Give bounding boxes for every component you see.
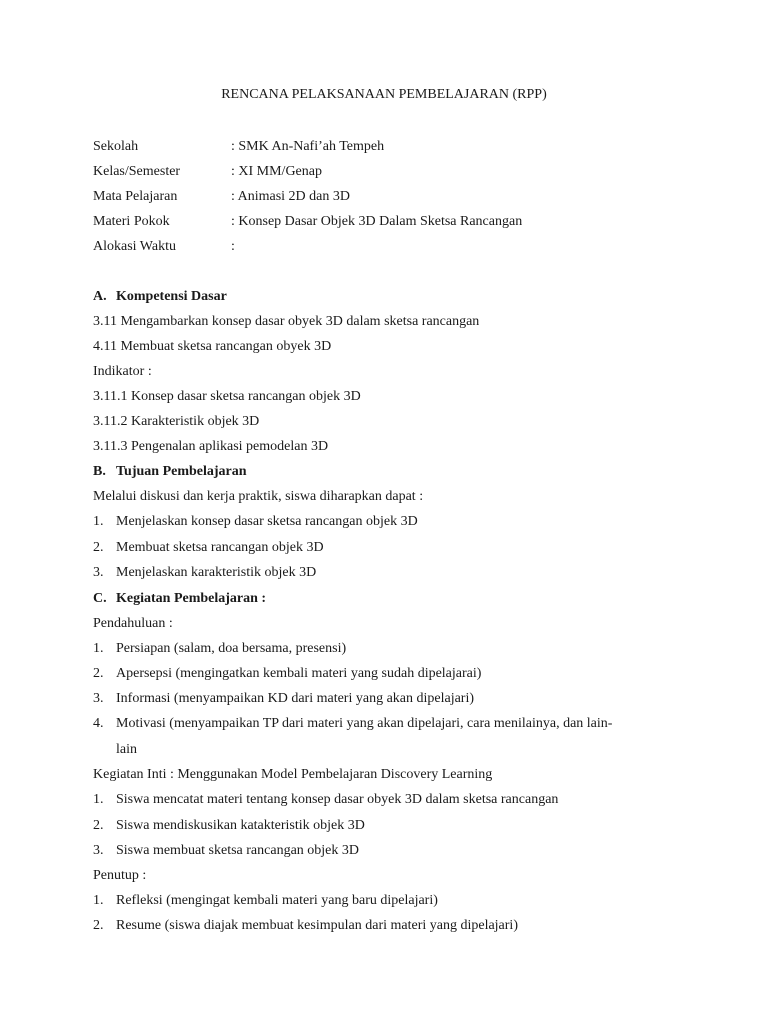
list-number: 1. [93, 893, 104, 908]
document-title: RENCANA PELAKSANAAN PEMBELAJARAN (RPP) [221, 87, 547, 102]
info-value: : Konsep Dasar Objek 3D Dalam Sketsa Rancangan [231, 214, 523, 229]
inti-label: Kegiatan Inti : Menggunakan Model Pembelajaran Discovery Learning [93, 767, 493, 782]
list-text: Membuat sketsa rancangan objek 3D [116, 540, 324, 555]
list-number: 1. [93, 792, 104, 807]
list-text: Persiapan (salam, doa bersama, presensi) [116, 641, 347, 656]
list-item [93, 841, 359, 861]
list-number: 2. [93, 918, 104, 933]
list-item [93, 891, 438, 911]
list-text: Siswa mendiskusikan katakteristik objek 3D [116, 818, 365, 833]
list-number: 1. [93, 641, 104, 656]
section-letter: A. [93, 289, 107, 304]
section-b-heading [93, 462, 247, 482]
list-text: Siswa membuat sketsa rancangan objek 3D [116, 843, 359, 858]
list-item [93, 664, 481, 684]
section-c-heading [93, 589, 266, 609]
list-item [93, 512, 418, 532]
list-item-continuation: lain [116, 742, 137, 757]
info-label: Kelas/Semester [93, 164, 181, 179]
list-number: 2. [93, 540, 104, 555]
list-number: 4. [93, 716, 104, 731]
list-text: Refleksi (mengingat kembali materi yang baru dipelajari) [116, 893, 438, 908]
info-label: Sekolah [93, 139, 139, 154]
indikator-item: 3.11.1 Konsep dasar sketsa rancangan objek 3D [93, 389, 361, 404]
list-text: Menjelaskan karakteristik objek 3D [116, 565, 317, 580]
indikator-label: Indikator : [93, 364, 152, 379]
penutup-label: Penutup : [93, 868, 147, 883]
list-number: 3. [93, 691, 104, 706]
list-text: Apersepsi (mengingatkan kembali materi yang sudah dipelajarai) [116, 666, 482, 681]
indikator-item: 3.11.2 Karakteristik objek 3D [93, 414, 260, 429]
info-label: Materi Pokok [93, 214, 170, 229]
list-text: Menjelaskan konsep dasar sketsa rancangan objek 3D [116, 514, 418, 529]
list-item [93, 714, 612, 734]
kd-item: 4.11 Membuat sketsa rancangan obyek 3D [93, 339, 332, 354]
list-text: Resume (siswa diajak membuat kesimpulan dari materi yang dipelajari) [116, 918, 518, 933]
kd-item: 3.11 Mengambarkan konsep dasar obyek 3D dalam sketsa rancangan [93, 314, 480, 329]
list-item [93, 639, 346, 659]
info-value: : XI MM/Genap [231, 164, 322, 179]
pendahuluan-label: Pendahuluan : [93, 616, 173, 631]
section-a-heading [93, 287, 227, 307]
list-text: Motivasi (menyampaikan TP dari materi yang akan dipelajari, cara menilainya, dan lain- [116, 716, 613, 731]
tujuan-intro: Melalui diskusi dan kerja praktik, siswa diharapkan dapat : [93, 489, 424, 504]
list-item [93, 790, 558, 810]
info-label: Mata Pelajaran [93, 189, 178, 204]
section-letter: C. [93, 591, 107, 606]
list-number: 1. [93, 514, 104, 529]
list-text: Informasi (menyampaikan KD dari materi yang akan dipelajari) [116, 691, 475, 706]
list-number: 3. [93, 843, 104, 858]
info-value: : [231, 239, 235, 254]
list-item [93, 538, 324, 558]
list-item [93, 916, 518, 936]
list-item [93, 563, 316, 583]
list-number: 2. [93, 818, 104, 833]
info-value: : SMK An-Nafi’ah Tempeh [231, 139, 385, 154]
list-text: Siswa mencatat materi tentang konsep dasar obyek 3D dalam sketsa rancangan [116, 792, 559, 807]
info-label: Alokasi Waktu [93, 239, 176, 254]
indikator-item: 3.11.3 Pengenalan aplikasi pemodelan 3D [93, 439, 329, 454]
list-item [93, 816, 365, 836]
section-letter: B. [93, 464, 106, 479]
section-heading-text: Tujuan Pembelajaran [116, 464, 247, 479]
section-heading-text: Kegiatan Pembelajaran : [116, 591, 267, 606]
info-value: : Animasi 2D dan 3D [231, 189, 350, 204]
list-number: 2. [93, 666, 104, 681]
section-heading-text: Kompetensi Dasar [116, 289, 227, 304]
list-item [93, 689, 474, 709]
list-number: 3. [93, 565, 104, 580]
